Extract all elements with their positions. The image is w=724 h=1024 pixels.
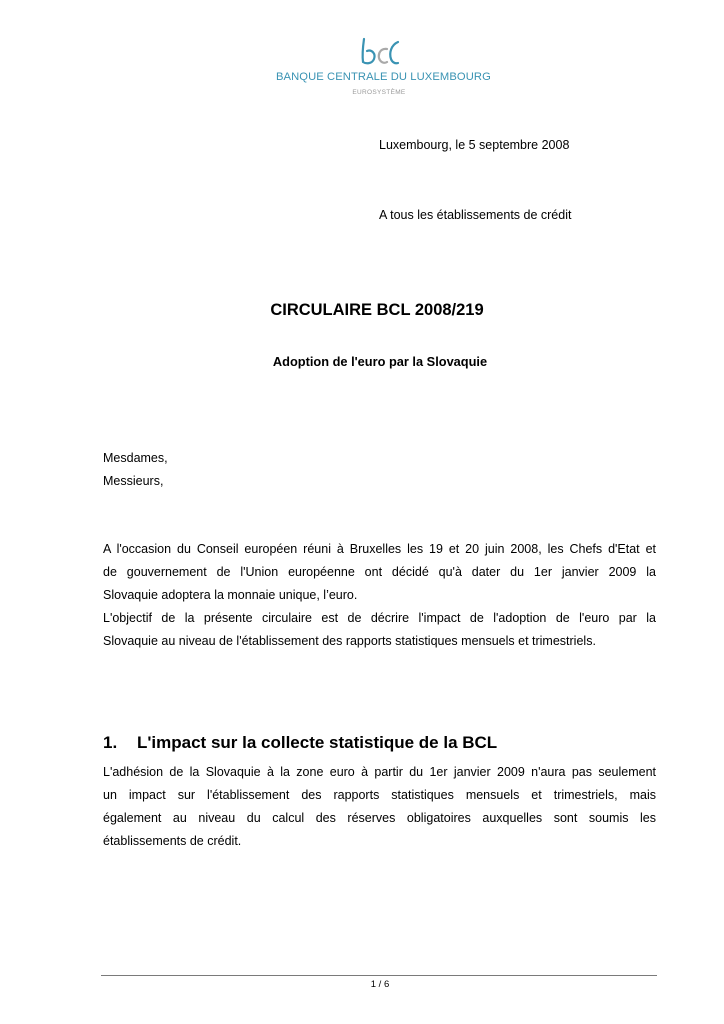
- intro-paragraph: [103, 538, 656, 653]
- date-line: Luxembourg, le 5 septembre 2008: [379, 138, 570, 152]
- section-title: L'impact sur la collecte statistique de la BCL: [137, 733, 498, 752]
- intro-line: Slovaquie au niveau de l'établissement des rapports statistiques mensuels et trimestriels.: [103, 634, 596, 648]
- salutation-line-2: Messieurs,: [103, 474, 164, 488]
- intro-line: de gouvernement de l'Union européenne ont décidé qu'à dater du 1er janvier 2009 la: [103, 565, 656, 579]
- salutation-line-1: Mesdames,: [103, 451, 168, 465]
- bank-name: BANQUE CENTRALE DU LUXEMBOURG: [276, 71, 491, 83]
- section-number: 1.: [103, 733, 118, 752]
- page-number: 1 / 6: [370, 979, 390, 990]
- section-line: établissements de crédit.: [103, 834, 242, 848]
- intro-line: A l'occasion du Conseil européen réuni à Bruxelles les 19 et 20 juin 2008, les Chefs d'Etat et: [103, 542, 656, 556]
- section-line: également au niveau du calcul des réserves obligatoires auxquelles sont soumis les: [103, 811, 656, 825]
- document-title: CIRCULAIRE BCL 2008/219: [270, 301, 484, 319]
- intro-line: L'objectif de la présente circulaire est de décrire l'impact de l'adoption de l'euro par la: [103, 611, 656, 625]
- salutation: [103, 447, 168, 493]
- bcl-logo: [276, 34, 491, 100]
- eurosystem-label: EUROSYSTÈME: [352, 89, 406, 96]
- section-line: L'adhésion de la Slovaquie à la zone euro à partir du 1er janvier 2009 n'aura pas seulement: [103, 765, 656, 779]
- intro-line: Slovaquie adoptera la monnaie unique, l’euro.: [103, 588, 358, 602]
- document-subtitle: Adoption de l'euro par la Slovaquie: [272, 354, 488, 369]
- footer-divider: [101, 975, 657, 976]
- section-1-paragraph: [103, 761, 656, 853]
- recipient-line: A tous les établissements de crédit: [379, 208, 572, 222]
- section-1-heading: [103, 733, 497, 753]
- section-line: un impact sur l'établissement des rapports statistiques mensuels et trimestriels, mais: [103, 788, 656, 802]
- bcl-monogram-icon: [358, 36, 402, 66]
